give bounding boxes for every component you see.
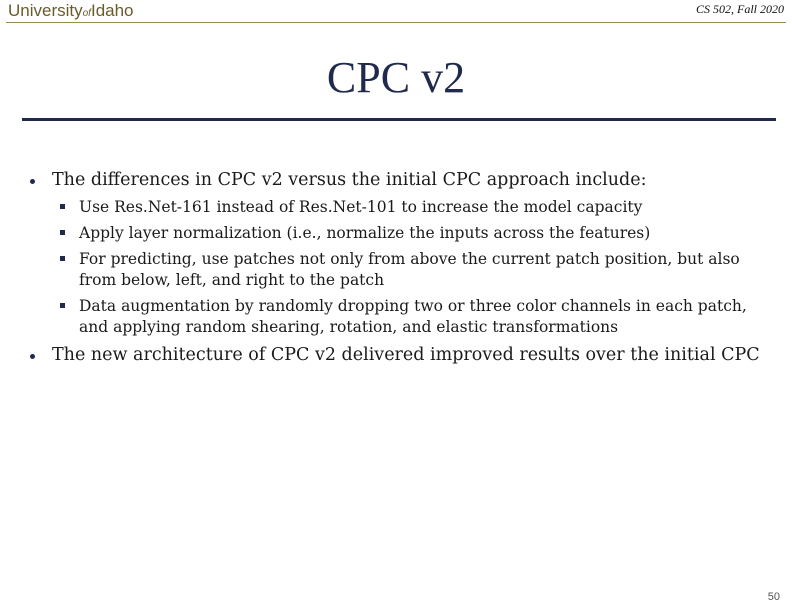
university-logo — [8, 1, 134, 21]
sub-bullet-text: Data augmentation by randomly dropping two or three color channels in each patch, and applying random shearing, rotation, and elastic transformations — [79, 297, 747, 336]
bullet-text: The new architecture of CPC v2 delivered improved results over the initial CPC — [52, 345, 760, 365]
sub-bullet-item — [79, 296, 769, 338]
bullet-square-icon — [60, 230, 65, 235]
slide-title: CPC v2 — [326, 53, 466, 102]
bullet-square-icon — [60, 256, 65, 261]
page-number: 50 — [767, 591, 780, 603]
logo-university: University — [8, 1, 83, 20]
bullet-square-icon — [60, 204, 65, 209]
sub-bullet-item — [79, 197, 769, 218]
title-underline — [22, 118, 776, 121]
header-divider — [6, 22, 786, 23]
sub-bullet-text: For predicting, use patches not only from above the current patch position, but also from below, left, and right to the patch — [79, 250, 740, 289]
logo-idaho: Idaho — [90, 1, 134, 20]
bullet-item — [52, 170, 647, 190]
sub-bullet-text: Apply layer normalization (i.e., normalize the inputs across the features) — [79, 224, 651, 242]
bullet-dot-icon — [30, 354, 35, 359]
bullet-square-icon — [60, 303, 65, 308]
sub-bullet-item — [79, 249, 769, 291]
bullet-dot-icon — [30, 179, 35, 184]
bullet-text: The differences in CPC v2 versus the initial CPC approach include: — [52, 170, 647, 190]
sub-bullet-item — [79, 223, 769, 244]
bullet-item — [52, 345, 760, 365]
logo-of: of — [82, 8, 91, 19]
course-label: CS 502, Fall 2020 — [695, 2, 784, 16]
sub-bullet-text: Use Res.Net-161 instead of Res.Net-101 to increase the model capacity — [79, 198, 643, 216]
